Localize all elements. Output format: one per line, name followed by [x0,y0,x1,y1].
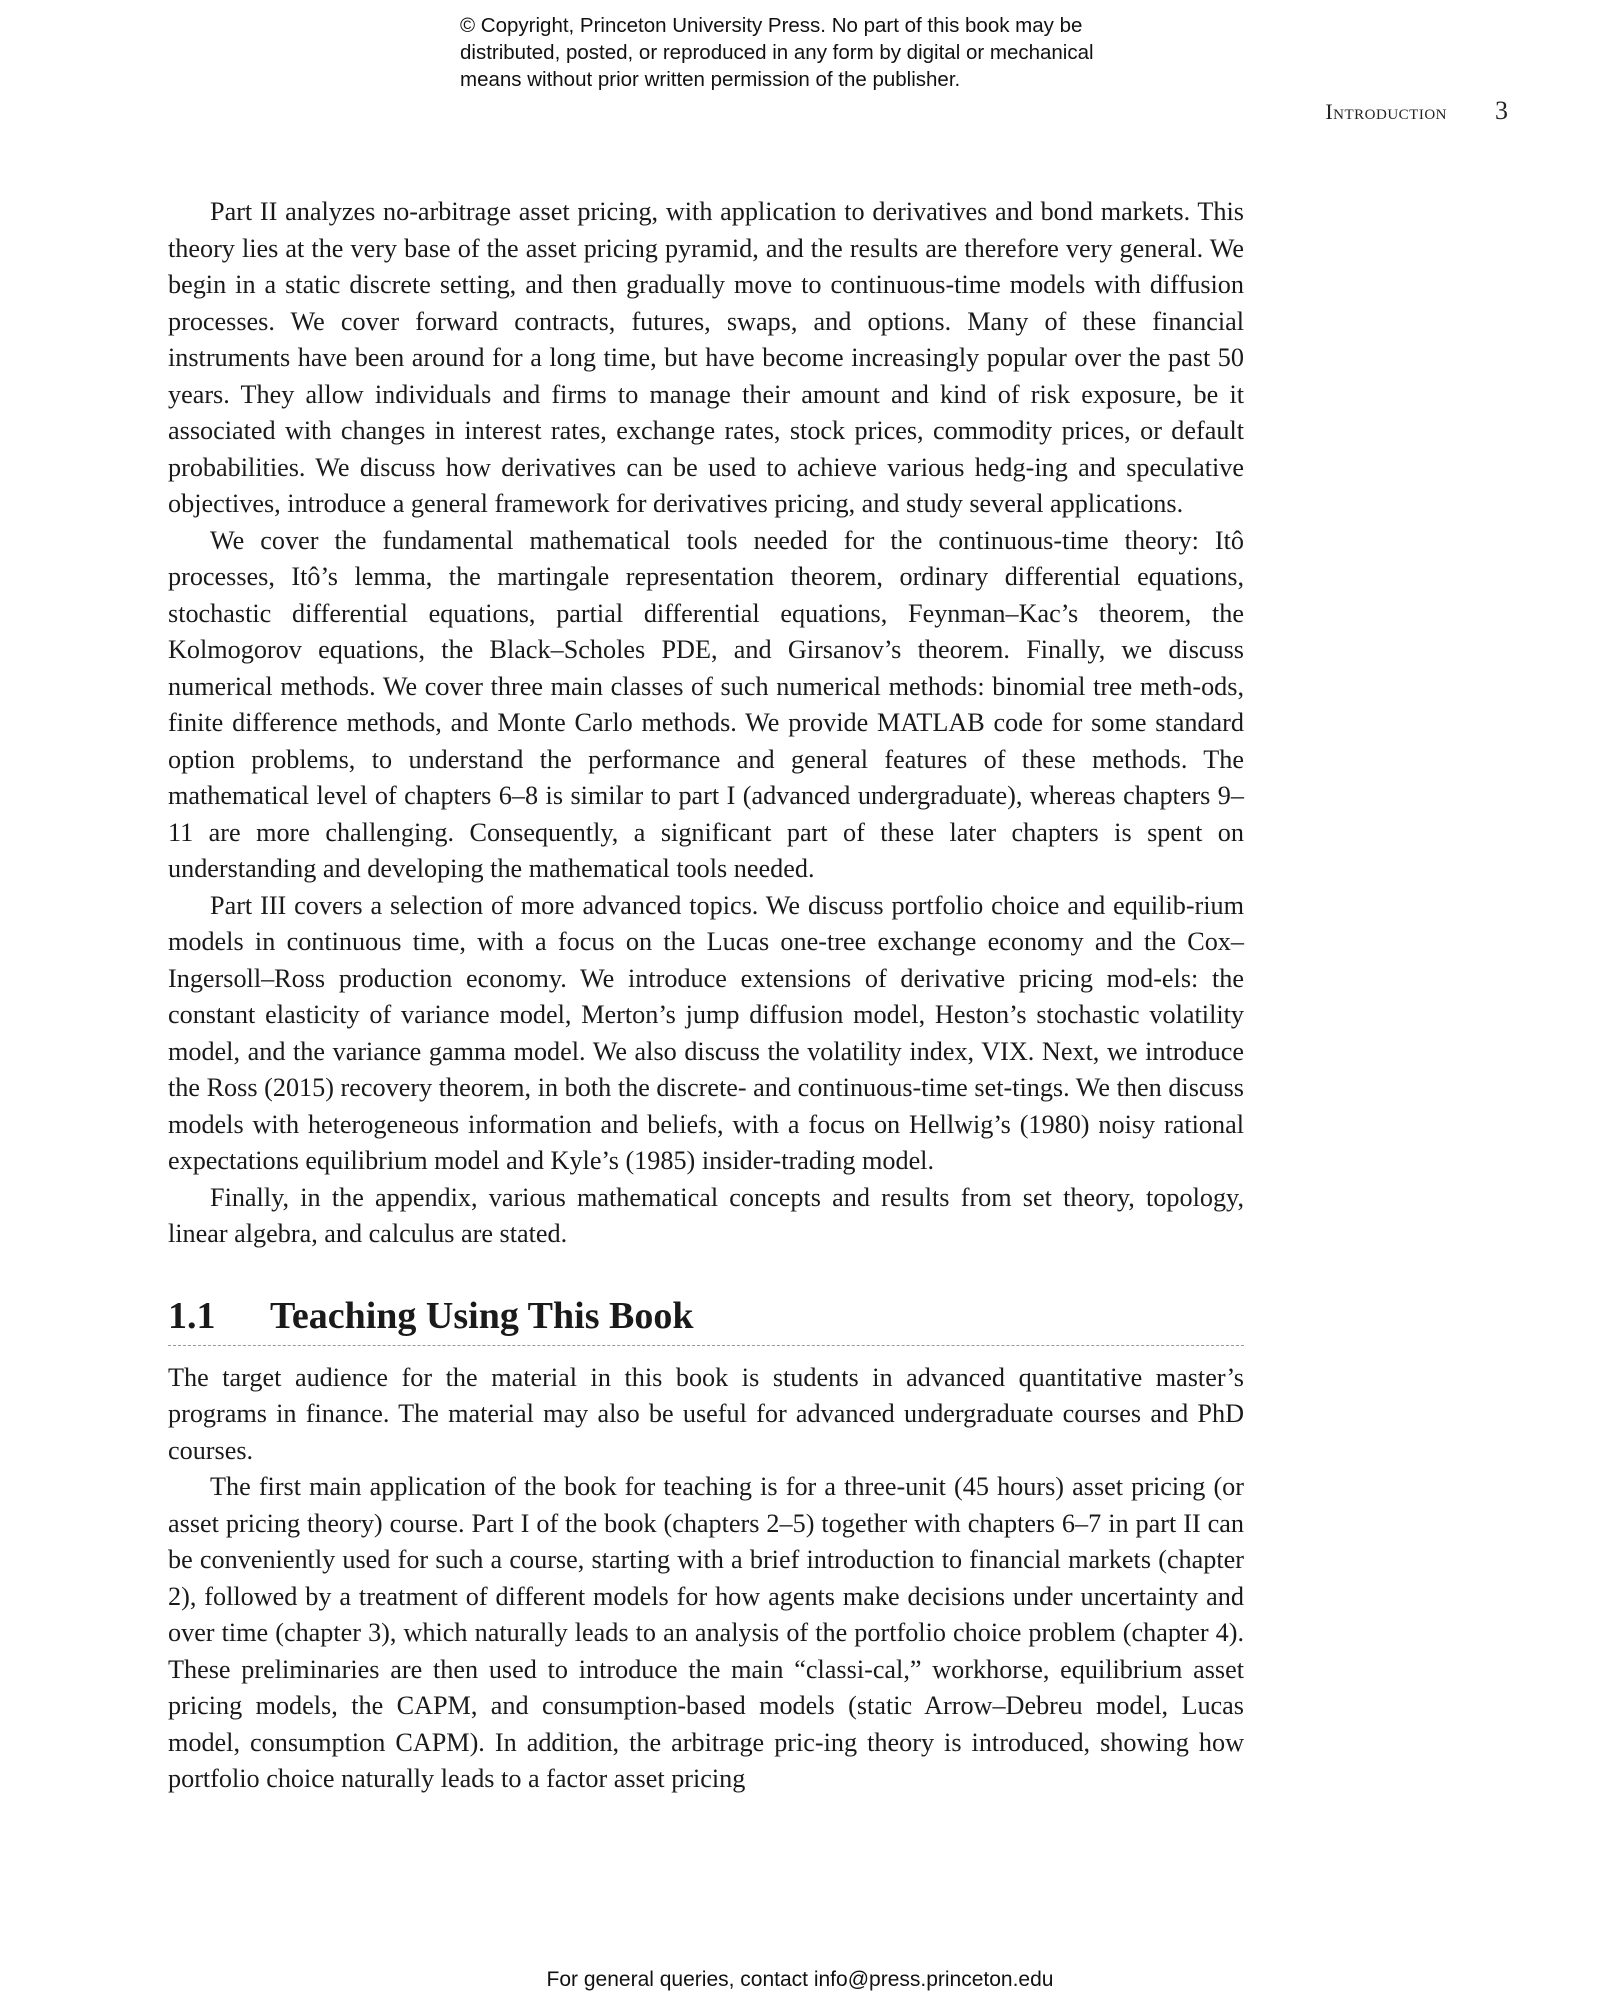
paragraph-first-application: The first main application of the book for teaching is for a three-unit (45 hours) asset pricing (or asset pricing theory) course. Part I of the book (chapters 2–5) together with chapters 6–7 in part II can be conveniently used for such a course, starting with a brief introduction to financial markets (chapter 2), followed by a treatment of different models for how agents make decisions under uncertainty and over time (chapter 3), which naturally leads to an analysis of the portfolio choice problem (chapter 4). These preliminaries are then used to introduce the main “classi-cal,” workhorse, equilibrium asset pricing models, the CAPM, and consumption-based models (static Arrow–Debreu model, Lucas model, consumption CAPM). In addition, the arbitrage pric-ing theory is introduced, showing how portfolio choice naturally leads to a factor asset pricing [168,1472,1244,1793]
footer-contact: For general queries, contact info@press.princeton.edu [546,1968,1054,1991]
body-text [168,194,1244,1798]
paragraph-part-two: Part II analyzes no-arbitrage asset pricing, with application to derivatives and bond markets. This theory lies at the very base of the asset pricing pyramid, and the results are therefore very general. We begin in a static discrete setting, and then gradually move to continuous-time models with diffusion processes. We cover forward contracts, futures, swaps, and options. Many of these financial instruments have been around for a long time, but have become increasingly popular over the past 50 years. They allow individuals and firms to manage their amount and kind of risk exposure, be it associated with changes in interest rates, exchange rates, stock prices, commodity prices, or default probabilities. We discuss how derivatives can be used to achieve various hedg-ing and speculative objectives, introduce a general framework for derivatives pricing, and study several applications. [168,197,1244,518]
section-number: 1.1 [168,1294,216,1337]
section-title: Teaching Using This Book [270,1294,694,1337]
paragraph-target-audience: The target audience for the material in this book is students in advanced quantitative master’s programs in finance. The material may also be useful for advanced undergraduate courses and PhD courses. [168,1362,1244,1465]
copyright-notice [460,12,1220,93]
paragraph-appendix: Finally, in the appendix, various mathematical concepts and results from set theory, topology, linear algebra, and calculus are stated. [168,1182,1244,1248]
copyright-line-1: © Copyright, Princeton University Press. No part of this book may be [460,14,1083,37]
page-number: 3 [1495,96,1508,125]
section-heading [168,1293,1244,1346]
paragraph-part-three: Part III covers a selection of more advanced topics. We discuss portfolio choice and equilib-rium models in continuous time, with a focus on the Lucas one-tree exchange economy and the Cox–Ingersoll–Ross production economy. We introduce extensions of derivative pricing mod-els: the constant elasticity of variance model, Merton’s jump diffusion model, Heston’s stochastic volatility model, and the variance gamma model. We also discuss the volatility index, VIX. Next, we introduce the Ross (2015) recovery theorem, in both the discrete- and continuous-time set-tings. We then discuss models with heterogeneous information and beliefs, with a focus on Hellwig’s (1980) noisy rational expectations equilibrium model and Kyle’s (1985) insider-trading model. [168,890,1244,1175]
copyright-line-3: means without prior written permission of the publisher. [460,68,961,91]
paragraph-math-tools: We cover the fundamental mathematical tools needed for the continuous-time theory: Itô processes, Itô’s lemma, the martingale representation theorem, ordinary differential equations, stochastic differential equations, partial differential equations, Feynman–Kac’s theorem, the Kolmogorov equations, the Black–Scholes PDE, and Girsanov’s theorem. Finally, we discuss numerical methods. We cover three main classes of such numerical methods: binomial tree meth-ods, finite difference methods, and Monte Carlo methods. We provide MATLAB code for some standard option problems, to understand the performance and general features of these methods. The mathematical level of chapters 6–8 is similar to part I (advanced undergraduate), whereas chapters 9–11 are more challenging. Consequently, a significant part of these later chapters is spent on understanding and developing the mathematical tools needed. [168,525,1244,883]
copyright-line-2: distributed, posted, or reproduced in any form by digital or mechanical [460,41,1094,64]
running-head-section: Introduction [1325,99,1447,124]
running-head [1325,96,1508,126]
